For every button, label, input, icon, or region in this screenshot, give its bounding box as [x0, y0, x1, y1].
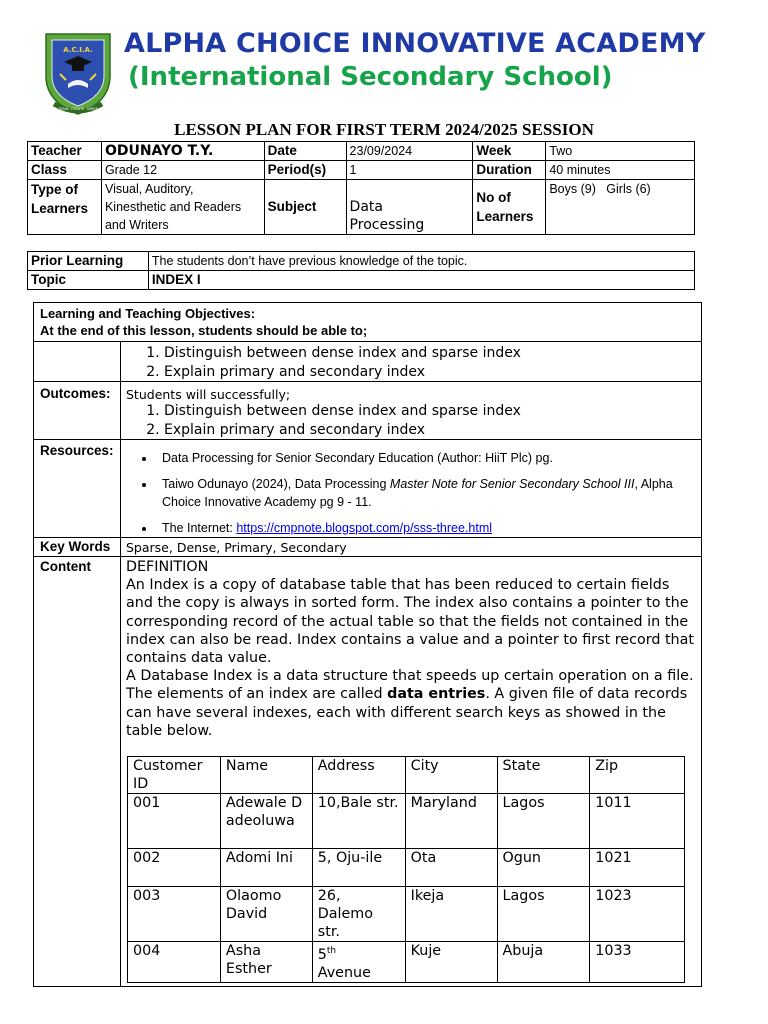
table-cell: 1023 — [590, 887, 685, 942]
row-divider — [34, 439, 701, 440]
no-of-learners-value — [546, 180, 695, 235]
address-number: 5 — [317, 946, 327, 963]
school-crest-logo — [42, 30, 114, 116]
keywords-label: Key Words — [40, 539, 111, 554]
table-cell: 002 — [128, 849, 221, 887]
address-street: Avenue — [317, 964, 371, 981]
resources-list — [126, 449, 695, 537]
content-paragraph — [126, 667, 695, 740]
table-row — [128, 887, 685, 942]
column-header: Name — [220, 757, 312, 794]
date-label: Date — [264, 142, 346, 161]
svg-text:TRAIN. CREATE. SERVE: TRAIN. CREATE. SERVE — [58, 107, 98, 111]
resource-text: The Internet: — [162, 521, 237, 535]
prior-learning-text: The students don’t have previous knowledge of the topic. — [148, 252, 694, 271]
table-cell: 003 — [128, 887, 221, 942]
school-name: ALPHA CHOICE INNOVATIVE ACADEMY — [124, 28, 706, 59]
column-header: State — [497, 757, 590, 794]
table-cell: Abuja — [497, 942, 590, 983]
resources-cell — [126, 449, 695, 537]
no-of-learners-label — [473, 180, 546, 235]
ordinal-suffix: th — [326, 946, 337, 956]
resource-item — [156, 475, 695, 511]
table-cell — [312, 942, 405, 983]
table-cell: Adewale Dadeoluwa — [220, 794, 312, 849]
table-cell: 1011 — [590, 794, 685, 849]
periods-label: Period(s) — [264, 161, 346, 180]
objective-item: 2. Explain primary and secondary index — [164, 363, 695, 382]
resource-text: , Alpha Choice Innovative Academy pg 9 - 11. — [162, 477, 673, 509]
table-cell: 004 — [128, 942, 221, 983]
class-label: Class — [28, 161, 102, 180]
table-cell: Olaomo David — [220, 887, 312, 942]
topic-label: Topic — [28, 271, 149, 290]
content-text: . A given file of data records can have several indexes, each with different search keys as showed in the table below. — [126, 686, 688, 739]
outcome-item: 2. Explain primary and secondary index — [164, 421, 695, 440]
table-cell: Asha Esther — [220, 942, 312, 983]
week-value: Two — [546, 142, 695, 161]
objectives-list — [126, 344, 695, 381]
table-cell: Ikeja — [405, 887, 497, 942]
teacher-label: Teacher — [28, 142, 102, 161]
objectives-heading — [34, 303, 701, 342]
table-cell: Lagos — [497, 887, 590, 942]
svg-text:A.C.I.A.: A.C.I.A. — [63, 46, 93, 54]
outcomes-label: Outcomes: — [40, 386, 111, 401]
prior-learning-label: Prior Learning — [28, 252, 149, 271]
content-definition: DEFINITION — [126, 559, 209, 575]
outcomes-list — [126, 402, 695, 439]
outcomes-intro: Students will successfully; — [126, 387, 291, 402]
row-divider — [34, 381, 701, 382]
type-line: and Writers — [104, 218, 169, 232]
objectives-heading-line: At the end of this lesson, students should be able to; — [40, 323, 368, 338]
prior-learning-table — [27, 251, 695, 290]
type-of-learners-value — [101, 180, 264, 235]
type-of-learners-label — [28, 180, 102, 235]
details-row — [28, 142, 695, 161]
objectives-heading-line: Learning and Teaching Objectives: — [40, 306, 256, 321]
subject-value — [346, 180, 473, 235]
customer-index-table — [127, 756, 685, 983]
type-line: Kinesthetic and Readers — [104, 200, 242, 214]
duration-value: 40 minutes — [546, 161, 695, 180]
resources-label: Resources: — [40, 443, 114, 458]
table-cell: 1033 — [590, 942, 685, 983]
column-header: Zip — [590, 757, 685, 794]
column-header: Customer ID — [128, 757, 221, 794]
column-header: Address — [312, 757, 405, 794]
outcomes-cell — [126, 387, 695, 439]
resource-item — [156, 519, 695, 537]
resource-title: Master Note for Senior Secondary School III — [389, 477, 635, 491]
date-value: 23/09/2024 — [346, 142, 473, 161]
objective-item: 1. Distinguish between dense index and sparse index — [164, 344, 695, 363]
objectives-cell — [126, 344, 695, 381]
table-cell: Lagos — [497, 794, 590, 849]
content-label: Content — [40, 559, 91, 574]
table-cell: 1021 — [590, 849, 685, 887]
subject-label: Subject — [264, 180, 346, 235]
details-row — [28, 180, 695, 235]
lesson-plan-title: LESSON PLAN FOR FIRST TERM 2024/2025 SESSION — [174, 120, 594, 139]
duration-label: Duration — [473, 161, 546, 180]
table-cell: Ota — [405, 849, 497, 887]
boys-count: Boys (9) — [549, 182, 596, 196]
table-cell: 10,Bale str. — [312, 794, 405, 849]
content-paragraph: An Index is a copy of database table that has been reduced to certain fields and the copy is always in sorted form. The index also contains a pointer to the corresponding record of the actual table so that the fields not contained in the index can also be read. Index contains a value and a pointer to first record that contains data value. — [126, 577, 694, 667]
topic-value: INDEX I — [148, 271, 694, 290]
resource-item: • Data Processing for Senior Secondary Education (Author: HiiT Plc) pg. — [156, 449, 695, 467]
resource-text: Taiwo Odunayo (2024), Data Processing — [162, 477, 390, 491]
table-cell: Adomi Ini — [220, 849, 312, 887]
week-label: Week — [473, 142, 546, 161]
lesson-body-box — [33, 302, 702, 987]
resource-link[interactable]: https://cmpnote.blogspot.com/p/sss-three.html — [236, 521, 493, 535]
girls-count: Girls (6) — [606, 182, 651, 196]
content-bold-term: data entries — [387, 686, 486, 703]
details-row — [28, 161, 695, 180]
table-row — [128, 849, 685, 887]
class-value: Grade 12 — [101, 161, 264, 180]
table-row — [128, 794, 685, 849]
keywords-text: Sparse, Dense, Primary, Secondary — [126, 540, 347, 555]
no-label-line: No of — [476, 190, 511, 205]
no-label-line: Learners — [476, 209, 534, 224]
table-cell: 5, Oju-ile — [312, 849, 405, 887]
outcome-item: 1. Distinguish between dense index and sparse index — [164, 402, 695, 421]
table-cell: Kuje — [405, 942, 497, 983]
type-label-line: Type of — [31, 182, 78, 197]
row-divider — [34, 556, 701, 557]
prior-row — [28, 252, 695, 271]
subject-line: Processing — [349, 217, 425, 233]
topic-row — [28, 271, 695, 290]
content-cell — [126, 558, 695, 740]
table-cell: Ogun — [497, 849, 590, 887]
table-row — [128, 942, 685, 983]
type-line: Visual, Auditory, — [104, 182, 194, 196]
content-text: A Database Index is a data structure that speeds up certain operation on a file. The elements of an index are called — [126, 668, 694, 703]
table-cell: 001 — [128, 794, 221, 849]
lesson-details-table — [27, 141, 695, 235]
table-cell: 26, Dalemo str. — [312, 887, 405, 942]
periods-value: 1 — [346, 161, 473, 180]
type-label-line: Learners — [31, 201, 89, 216]
table-cell: Maryland — [405, 794, 497, 849]
subject-line: Data — [349, 199, 383, 215]
teacher-name: ODUNAYO T.Y. — [101, 142, 264, 161]
school-subtitle: (International Secondary School) — [128, 62, 613, 92]
table-header-row — [128, 757, 685, 794]
row-divider — [34, 537, 701, 538]
column-header: City — [405, 757, 497, 794]
